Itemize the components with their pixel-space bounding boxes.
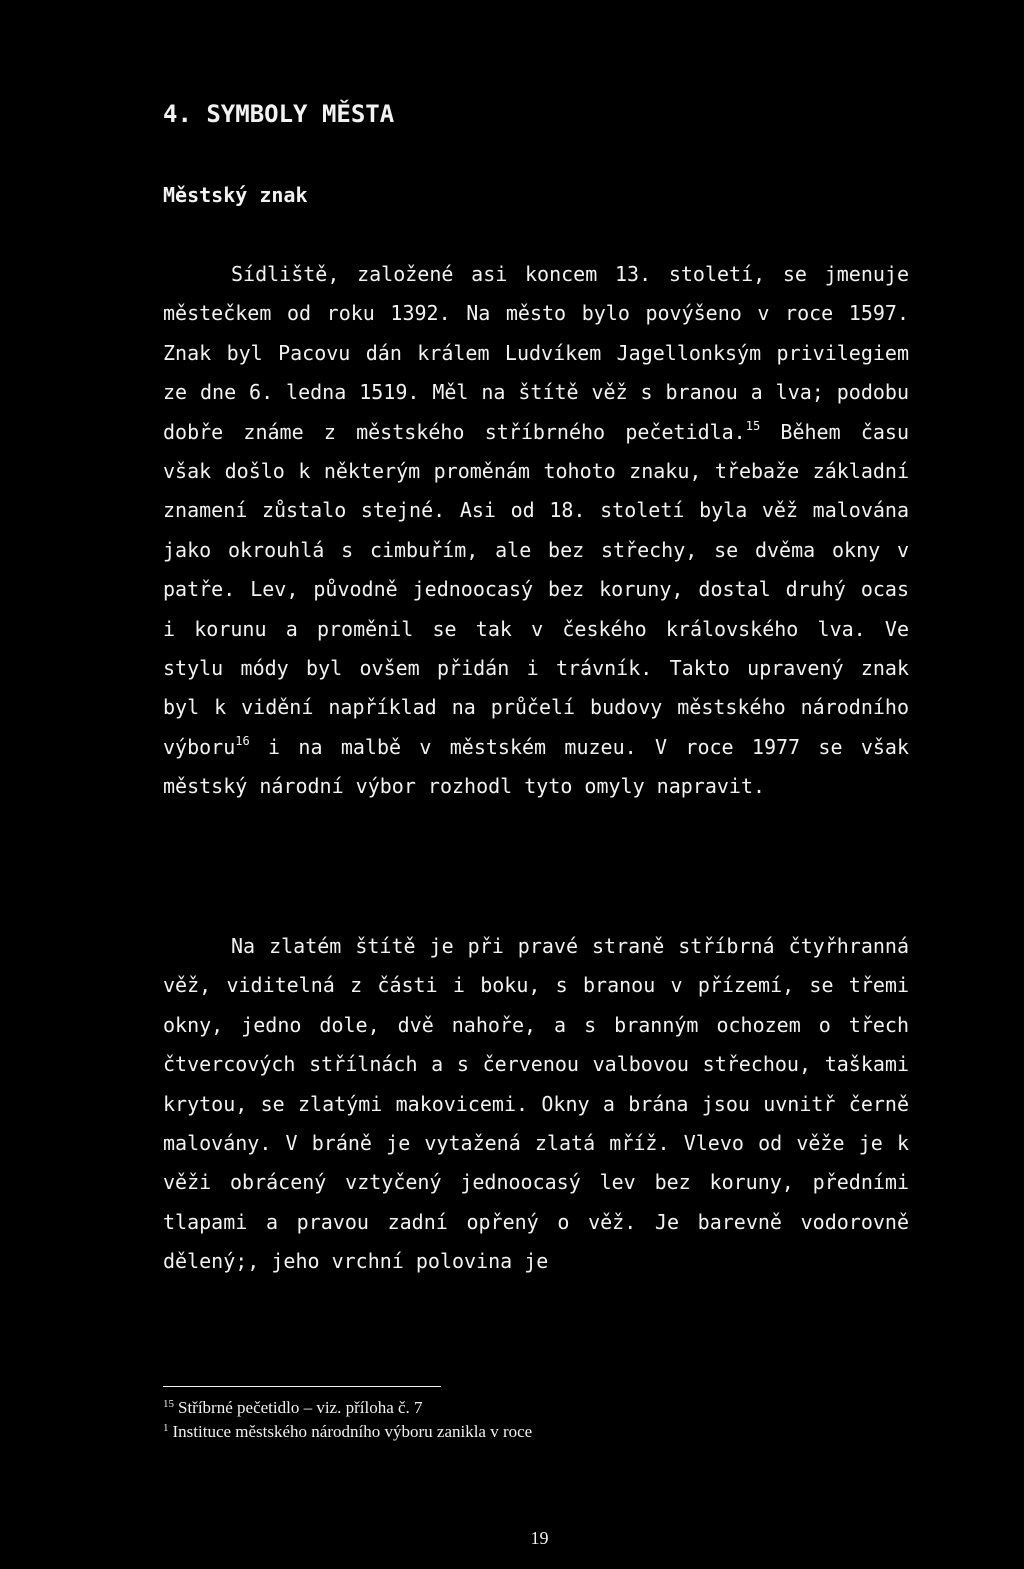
footnote-ref-16: 16	[235, 733, 250, 748]
footnote-mark: 1	[163, 1422, 169, 1434]
footnote-item	[163, 1420, 532, 1444]
paragraph-1-text-a: Sídliště, založené asi koncem 13. století, se jmenuje městečkem od roku 1392. Na město bylo povýšeno v roce 1597. Znak byl Pacovu dán králem Ludvíkem Jagellonksým privilegiem ze dne 6. ledna 1519. Měl na štítě věž s branou a lva; podobu dobře známe z městského stříbrného pečetidla.	[163, 262, 909, 444]
footnote-mark: 15	[163, 1398, 174, 1410]
section-title: Městský znak	[163, 183, 308, 207]
footnote-text: Instituce městského národního výboru zanikla v roce	[172, 1422, 533, 1441]
footnote-text: Stříbrné pečetidlo – viz. příloha č. 7	[178, 1398, 423, 1417]
footnote-item	[163, 1396, 532, 1420]
paragraph-2-text: Na zlatém štítě je při pravé straně stříbrná čtyřhranná věž, viditelná z části i boku, s branou v přízemí, se třemi okny, jedno dole, dvě nahoře, a s branným ochozem o třech čtvercových střílnách a s červenou valbovou střechou, taškami krytou, se zlatými makovicemi. Okny a brána jsou uvnitř černě malovány. V bráně je vytažená zlatá mříž. Vlevo od věže je k věži obrácený vztyčený jednoocasý lev bez koruny, předními tlapami a pravou zadní opřený o věž. Je barevně vodorovně dělený;, jeho vrchní polovina je	[163, 934, 909, 1274]
paragraph-1-text-b: Během času však došlo k některým proměnám tohoto znaku, třebaže základní znamení zůstalo stejné. Asi od 18. století byla věž malována jako okrouhlá s cimbuřím, ale bez střechy, se dvěma okny v patře. Lev, původně jednoocasý bez koruny, dostal druhý ocas i korunu a proměnil se tak v českého královského lva. Ve stylu módy byl ovšem přidán i trávník. Takto upravený znak byl k vidění například na průčelí budovy městského národního výboru	[163, 419, 909, 759]
footnotes	[163, 1396, 532, 1444]
footnote-ref-15: 15	[745, 418, 761, 433]
paragraph-2	[163, 927, 909, 1282]
paragraph-1-text-c: i na malbě v městském muzeu. V roce 1977 se však městský národní výbor rozhodl tyto omyly napravit.	[163, 734, 909, 799]
paragraph-1	[163, 255, 909, 807]
chapter-title: 4. SYMBOLY MĚSTA	[163, 100, 395, 128]
footnote-divider	[163, 1386, 441, 1387]
page-number: 19	[530, 1528, 549, 1548]
